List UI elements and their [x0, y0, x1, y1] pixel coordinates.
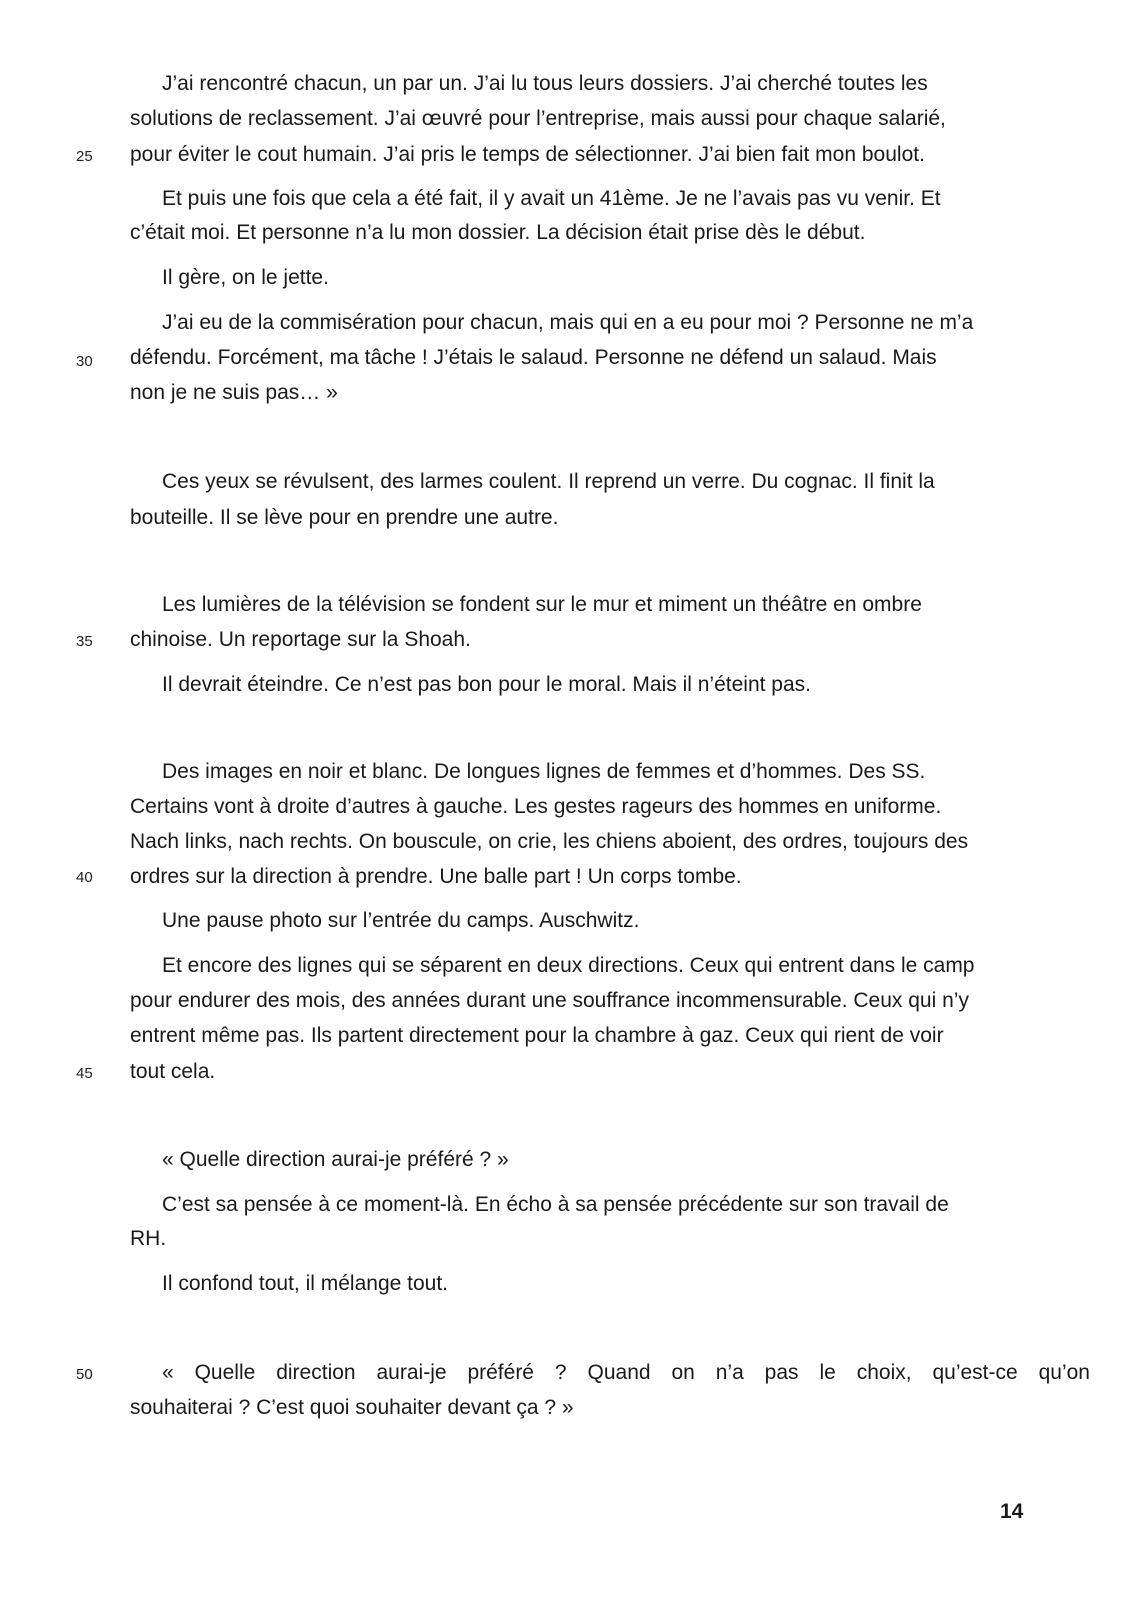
text-line: Et puis une fois que cela a été fait, il y avait un 41ème. Je ne l’avais pas vu venir. Et [162, 187, 941, 210]
line-number: 25 [76, 148, 93, 165]
text-line: bouteille. Il se lève pour en prendre une autre. [130, 506, 559, 529]
text-line: ordres sur la direction à prendre. Une balle part ! Un corps tombe. [130, 865, 742, 888]
line-number: 35 [76, 633, 93, 650]
text-line: Ces yeux se révulsent, des larmes coulent. Il reprend un verre. Du cognac. Il finit la [162, 470, 935, 493]
text-line: c’était moi. Et personne n’a lu mon dossier. La décision était prise dès le début. [130, 221, 866, 244]
text-line: entrent même pas. Ils partent directement pour la chambre à gaz. Ceux qui rient de voir [130, 1024, 944, 1047]
text-line: souhaiterai ? C’est quoi souhaiter devant ça ? » [130, 1396, 574, 1419]
text-line: Il gère, on le jette. [162, 266, 329, 289]
text-line: pour endurer des mois, des années durant une souffrance incommensurable. Ceux qui n’y [130, 989, 969, 1012]
page-number: 14 [1000, 1500, 1024, 1523]
text-line: J’ai rencontré chacun, un par un. J’ai lu tous leurs dossiers. J’ai cherché toutes les [162, 72, 928, 95]
text-line: C’est sa pensée à ce moment-là. En écho à sa pensée précédente sur son travail de [162, 1193, 949, 1216]
text-line: Il confond tout, il mélange tout. [162, 1272, 449, 1295]
text-line: Nach links, nach rechts. On bouscule, on crie, les chiens aboient, des ordres, toujours des [130, 830, 969, 853]
text-line: « Quelle direction aurai-je préféré ? » [162, 1148, 509, 1171]
line-number: 45 [76, 1065, 93, 1082]
text-line: Et encore des lignes qui se séparent en deux directions. Ceux qui entrent dans le camp [162, 954, 975, 977]
line-number: 40 [76, 869, 93, 886]
text-line: « Quelle direction aurai-je préféré ? Quand on n’a pas le choix, qu’est-ce qu’on [162, 1361, 1090, 1384]
text-line: Des images en noir et blanc. De longues lignes de femmes et d’hommes. Des SS. [162, 760, 926, 783]
text-line: défendu. Forcément, ma tâche ! J’étais le salaud. Personne ne défend un salaud. Mais [130, 346, 937, 369]
text-line: non je ne suis pas… » [130, 381, 338, 404]
text-line: J’ai eu de la commisération pour chacun, mais qui en a eu pour moi ? Personne ne m’a [162, 311, 974, 334]
line-number: 50 [76, 1366, 93, 1383]
line-number: 30 [76, 353, 93, 370]
text-line: Les lumières de la télévision se fondent sur le mur et miment un théâtre en ombre [162, 593, 922, 616]
text-line: RH. [130, 1227, 167, 1250]
text-line: Certains vont à droite d’autres à gauche. Les gestes rageurs des hommes en uniforme. [130, 795, 942, 818]
text-line: Il devrait éteindre. Ce n’est pas bon pour le moral. Mais il n’éteint pas. [162, 673, 812, 696]
text-line: chinoise. Un reportage sur la Shoah. [130, 628, 471, 651]
text-line: pour éviter le cout humain. J’ai pris le temps de sélectionner. J’ai bien fait mon boulot. [130, 143, 925, 166]
text-line: solutions de reclassement. J’ai œuvré pour l’entreprise, mais aussi pour chaque salarié, [130, 107, 946, 130]
text-line: Une pause photo sur l’entrée du camps. Auschwitz. [162, 909, 640, 932]
text-line: tout cela. [130, 1060, 216, 1083]
